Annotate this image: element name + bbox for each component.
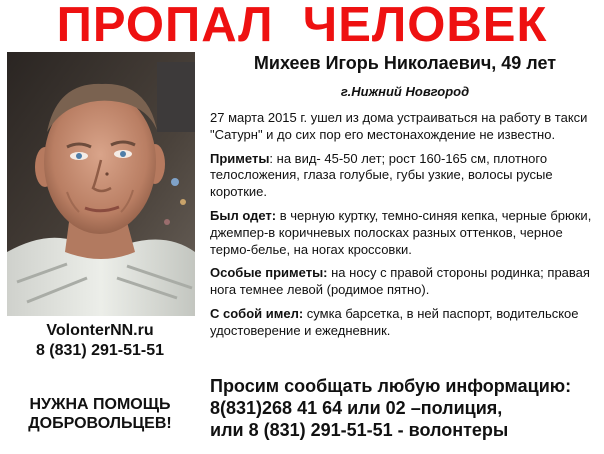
- items-label: С собой имел:: [210, 305, 304, 321]
- missing-person-photo: [7, 52, 195, 316]
- person-city: г.Нижний Новгород: [340, 84, 470, 99]
- volunteer-site: VolonterNN.ru: [46, 322, 154, 339]
- person-name: Михеев Игорь Николаевич, 49 лет: [253, 53, 557, 73]
- appeal: [210, 375, 600, 441]
- special-label: Особые приметы:: [210, 265, 328, 281]
- volunteer-contact: [0, 321, 200, 361]
- appeal-line-3: или 8 (831) 291-51-51 - волонтеры: [210, 420, 509, 440]
- description: [210, 110, 598, 347]
- special-text: на носу с правой стороны родинка; правая нога темнее левой (родимое пятно).: [210, 265, 590, 298]
- features-text: : на вид- 45-50 лет; рост 160-165 см, плотного телосложения, глаза голубые, губы узкие, волосы русые короткие.: [210, 150, 553, 200]
- help-line-2: ДОБРОВОЛЬЦЕВ!: [28, 415, 172, 432]
- headline: ПРОПАЛ ЧЕЛОВЕК: [56, 0, 548, 52]
- story-paragraph: 27 марта 2015 г. ушел из дома устраиваться на работу в такси "Сатурн" и до сих пор его местонахождение не известно.: [210, 110, 588, 142]
- features-paragraph: [210, 151, 598, 201]
- clothes-label: Был одет:: [210, 207, 277, 223]
- volunteer-phone: 8 (831) 291-51-51: [35, 342, 165, 359]
- special-paragraph: [210, 265, 598, 299]
- clothes-text: в черную куртку, темно-синяя кепка, черные брюки, джемпер-в коричневых полосках разных оттенков, черное термо-белье, на ногах кроссовки.: [210, 207, 592, 257]
- appeal-line-1: Просим сообщать любую информацию:: [210, 376, 572, 396]
- help-line-1: НУЖНА ПОМОЩЬ: [29, 396, 171, 413]
- help-call: [0, 395, 200, 433]
- items-paragraph: [210, 306, 598, 340]
- items-text: сумка барсетка, в ней паспорт, водительское удостоверение и ежедневник.: [210, 305, 579, 338]
- clothes-paragraph: [210, 208, 598, 258]
- appeal-line-2: 8(831)268 41 64 или 02 –полиция,: [210, 398, 503, 418]
- features-label: Приметы: [210, 150, 270, 166]
